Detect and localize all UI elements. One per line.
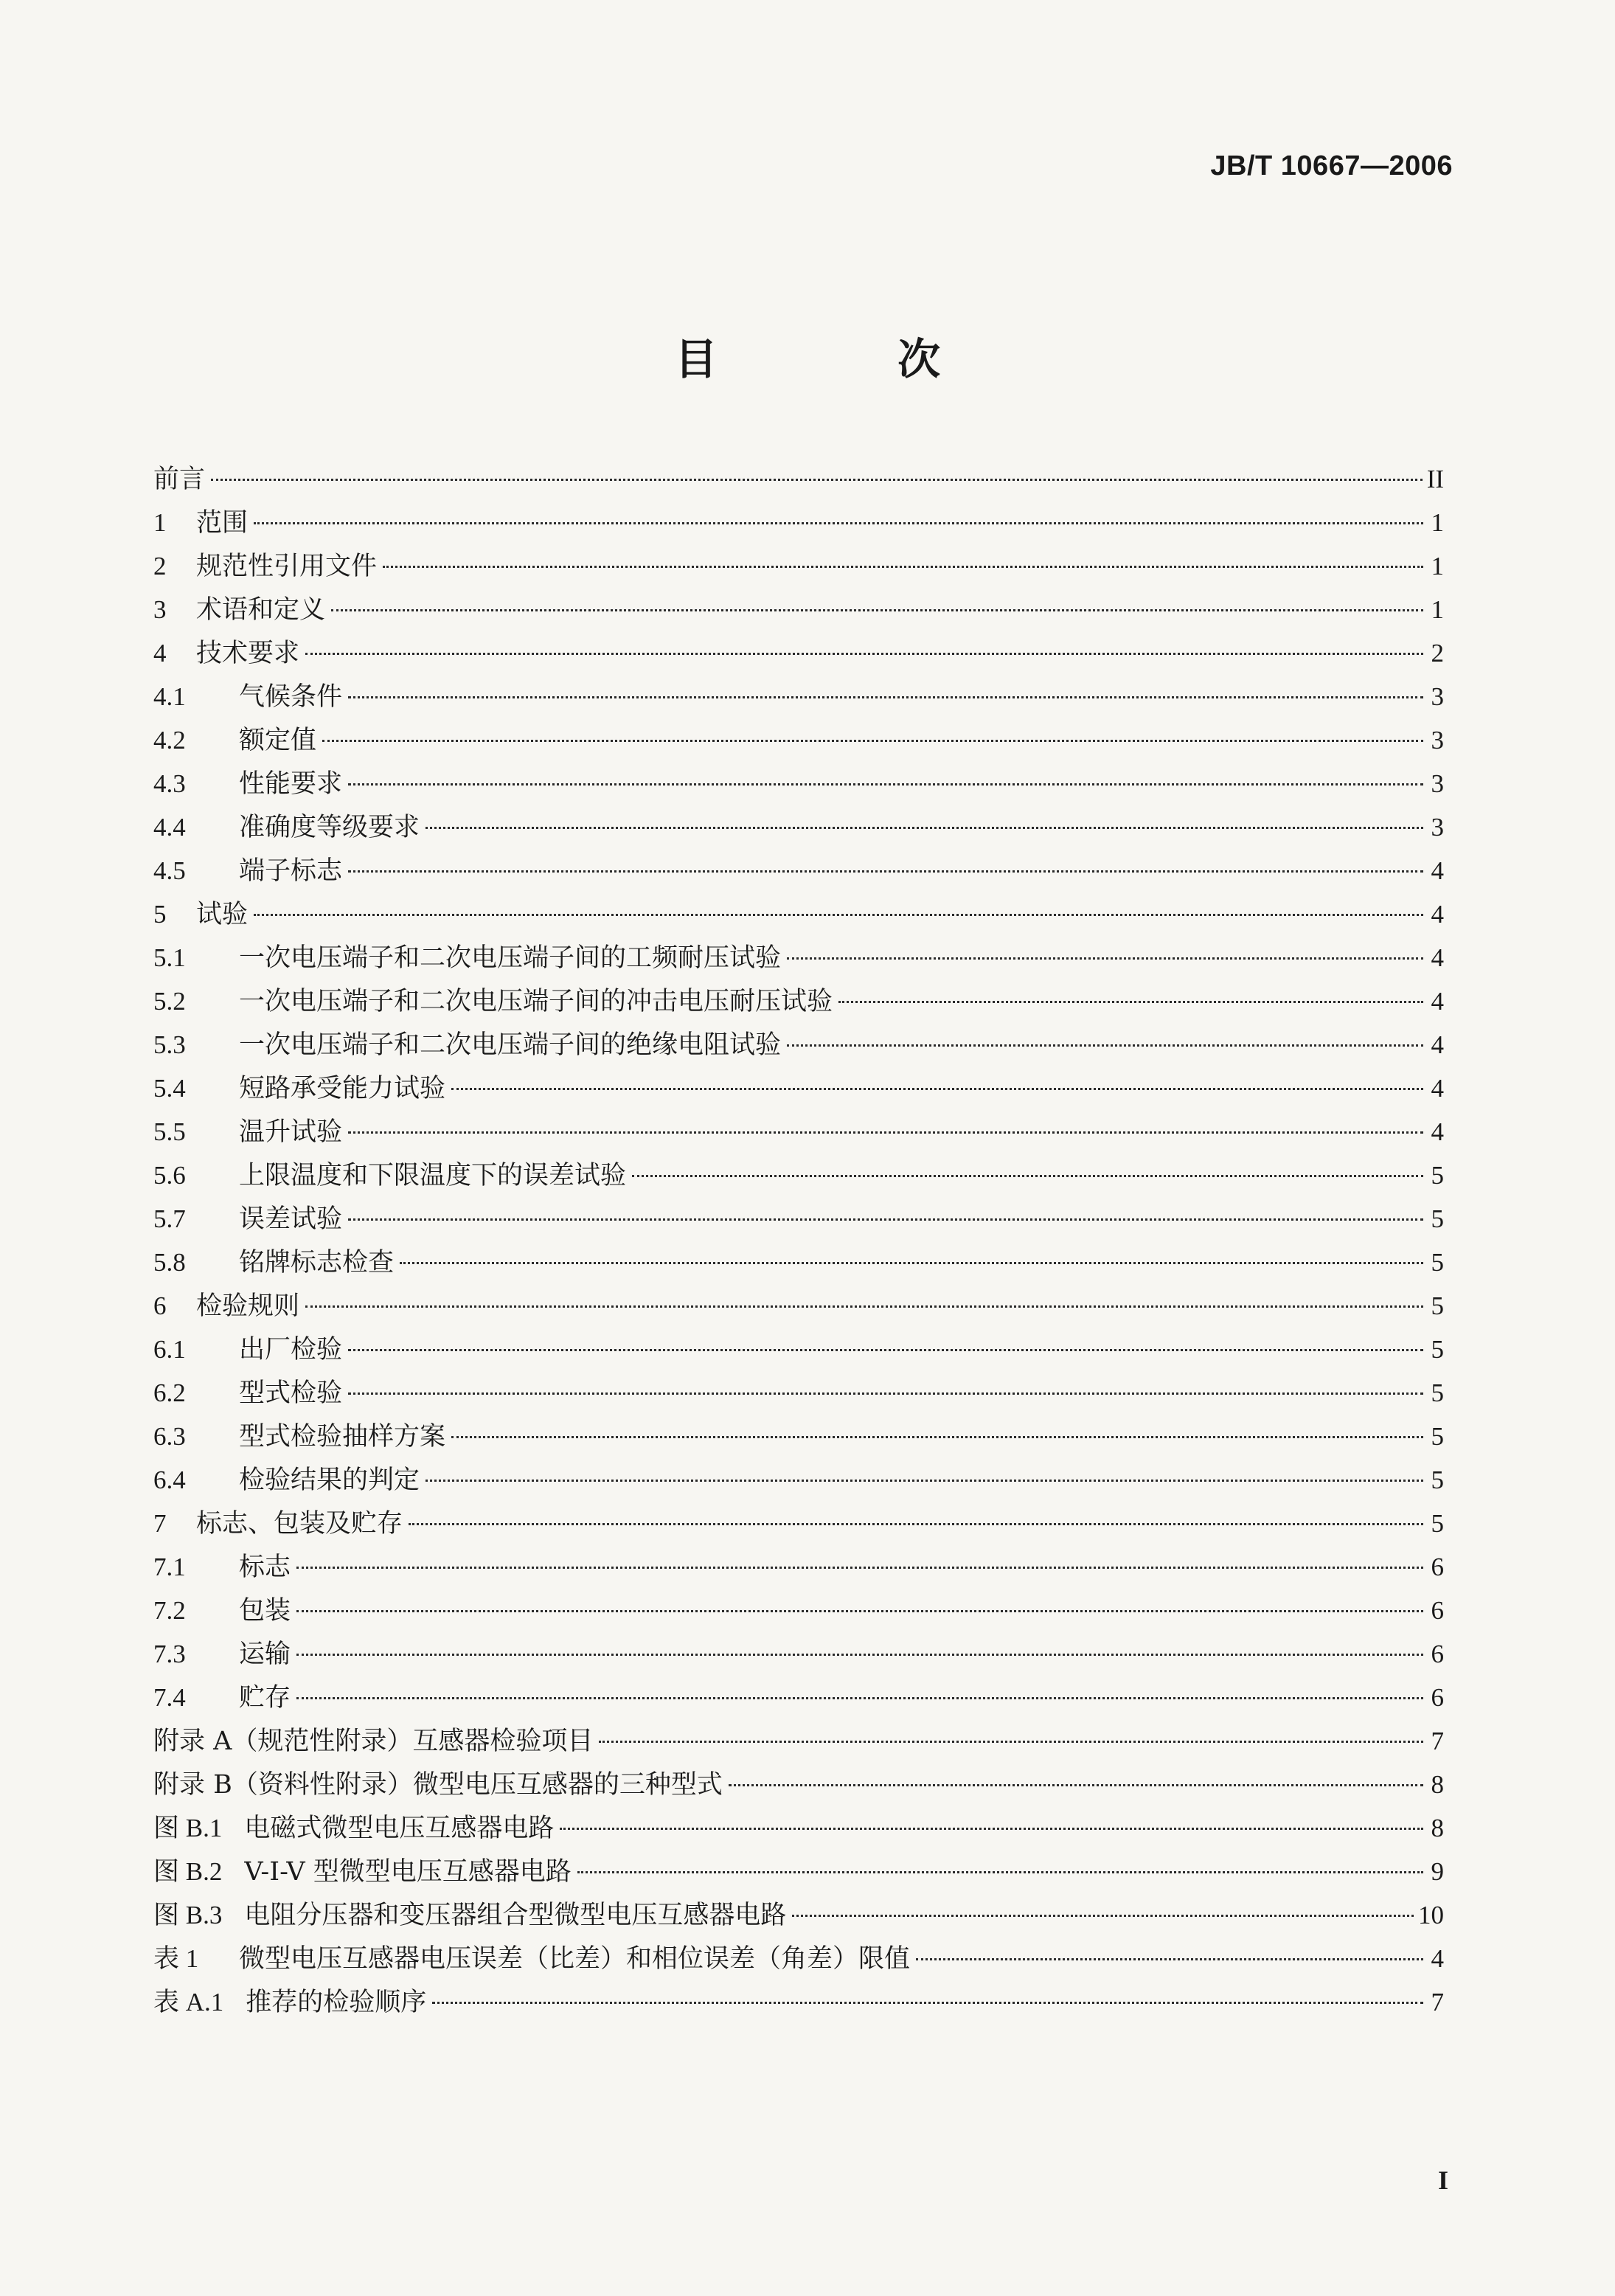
toc-entry-page: 5 [1431, 1509, 1444, 1538]
toc-entry-page: 5 [1431, 1378, 1444, 1407]
toc-entry[interactable] [153, 631, 1444, 675]
toc-entry-label: 标志、包装及贮存 [196, 1509, 403, 1539]
toc-entry-number: 6 [153, 1291, 167, 1320]
toc-entry-label: 附录 B（资料性附录）微型电压互感器的三种型式 [153, 1770, 723, 1800]
toc-entry[interactable] [153, 1023, 1444, 1067]
toc-entry-number: 5.4 [153, 1074, 186, 1103]
toc-entry-number: 6.3 [153, 1422, 186, 1451]
toc-entry-number: 7 [153, 1509, 167, 1538]
dot-leader [432, 2002, 1423, 2004]
toc-entry-number: 5.8 [153, 1248, 186, 1277]
toc-entry-label: 范围 [196, 508, 249, 538]
toc-entry-label: 一次电压端子和二次电压端子间的绝缘电阻试验 [239, 1030, 782, 1060]
toc-entry-page: 2 [1431, 639, 1444, 667]
toc-entry-number: 表 A.1 [153, 1988, 224, 2016]
toc-entry-label: 出厂检验 [239, 1335, 343, 1364]
toc-entry[interactable] [153, 1850, 1444, 1893]
toc-entry[interactable] [153, 762, 1444, 805]
toc-entry[interactable] [153, 1458, 1444, 1502]
toc-entry-label: V-I-V 型微型电压互感器电路 [244, 1857, 572, 1887]
toc-entry-page: II [1426, 465, 1444, 493]
dot-leader [348, 870, 1423, 873]
toc-entry-number: 4.2 [153, 726, 186, 755]
toc-entry[interactable] [153, 1241, 1444, 1284]
dot-leader [296, 1697, 1423, 1699]
dot-leader [348, 1349, 1423, 1351]
dot-leader [792, 1915, 1414, 1917]
toc-entry-page: 4 [1431, 987, 1444, 1016]
toc-entry-number: 7.3 [153, 1640, 186, 1668]
toc-entry-page: 4 [1431, 900, 1444, 929]
toc-entry-label: 误差试验 [239, 1204, 343, 1234]
dot-leader [787, 1044, 1423, 1047]
toc-entry-number: 7.1 [153, 1553, 186, 1581]
dot-leader [787, 957, 1423, 960]
toc-entry-page: 7 [1431, 1727, 1444, 1755]
toc-entry-number: 6.4 [153, 1466, 186, 1494]
toc-entry-label: 试验 [196, 900, 249, 929]
toc-entry-label: 温升试验 [239, 1117, 343, 1147]
toc-entry-number: 表 1 [153, 1944, 199, 1973]
toc-entry-page: 5 [1431, 1335, 1444, 1364]
toc-entry-label: 气候条件 [239, 682, 343, 712]
toc-entry-label: 电阻分压器和变压器组合型微型电压互感器电路 [244, 1901, 787, 1930]
toc-entry-page: 10 [1418, 1901, 1444, 1929]
toc-entry[interactable] [153, 1067, 1444, 1110]
toc-entry[interactable] [153, 1545, 1444, 1589]
toc-entry-page: 3 [1431, 769, 1444, 798]
toc-entry[interactable] [153, 1806, 1444, 1850]
toc-entry[interactable] [153, 1893, 1444, 1937]
toc-entry-page: 1 [1431, 595, 1444, 624]
toc-entry-label: 额定值 [239, 726, 317, 755]
toc-entry-label: 贮存 [239, 1683, 291, 1713]
toc-entry-number: 3 [153, 595, 167, 624]
dot-leader [383, 566, 1423, 568]
toc-entry-page: 3 [1431, 726, 1444, 755]
toc-entry[interactable] [153, 457, 1444, 501]
toc-entry-page: 6 [1431, 1640, 1444, 1668]
toc-entry-label: 术语和定义 [196, 595, 326, 625]
toc-entry[interactable] [153, 1328, 1444, 1371]
toc-entry-label: 铭牌标志检查 [239, 1248, 395, 1277]
toc-entry-label: 端子标志 [239, 856, 343, 886]
toc-entry[interactable] [153, 1980, 1444, 2024]
toc-entry[interactable] [153, 1937, 1444, 1980]
toc-entry-number: 5.3 [153, 1030, 186, 1059]
dot-leader [296, 1610, 1423, 1612]
toc-entry-label: 准确度等级要求 [239, 813, 420, 842]
page-number: I [1437, 2165, 1448, 2195]
toc-entry-page: 4 [1431, 1030, 1444, 1059]
dot-leader [305, 1305, 1423, 1308]
toc-entry-page: 4 [1431, 943, 1444, 972]
toc-entry-number: 5.1 [153, 943, 186, 972]
toc-entry[interactable] [153, 1197, 1444, 1241]
toc-entry-label: 型式检验抽样方案 [239, 1422, 446, 1452]
toc-entry-page: 7 [1431, 1988, 1444, 2016]
toc-entry-number: 图 B.2 [153, 1857, 223, 1886]
toc-entry[interactable] [153, 1154, 1444, 1197]
dot-leader [348, 1218, 1423, 1221]
dot-leader [211, 479, 1423, 481]
dot-leader [348, 783, 1423, 785]
toc-entry-number: 4.3 [153, 769, 186, 798]
toc-entry[interactable] [153, 1371, 1444, 1415]
toc-entry-label: 附录 A（规范性附录）互感器检验项目 [153, 1727, 594, 1756]
toc-entry-page: 9 [1431, 1857, 1444, 1886]
dot-leader [348, 1392, 1423, 1395]
toc-entry-label: 上限温度和下限温度下的误差试验 [239, 1161, 627, 1190]
toc-entry-label: 短路承受能力试验 [239, 1074, 446, 1103]
toc-entry-page: 6 [1431, 1596, 1444, 1625]
dot-leader [296, 1654, 1423, 1656]
toc-entry-label: 规范性引用文件 [196, 552, 378, 581]
toc-entry-number: 4.5 [153, 856, 186, 885]
toc-entry[interactable] [153, 1415, 1444, 1458]
dot-leader [577, 1871, 1423, 1873]
dot-leader [305, 653, 1423, 655]
dot-leader [400, 1262, 1423, 1264]
toc-entry[interactable] [153, 979, 1444, 1023]
toc-entry-page: 8 [1431, 1770, 1444, 1799]
toc-entry-label: 性能要求 [239, 769, 343, 799]
toc-entry-page: 5 [1431, 1161, 1444, 1190]
toc-entry-number: 4.4 [153, 813, 186, 842]
toc-entry[interactable] [153, 1110, 1444, 1154]
dot-leader [560, 1828, 1423, 1830]
toc-entry-page: 5 [1431, 1204, 1444, 1233]
toc-entry[interactable] [153, 1632, 1444, 1676]
toc-entry-page: 3 [1431, 682, 1444, 711]
dot-leader [296, 1567, 1423, 1569]
toc-entry-number: 6.1 [153, 1335, 186, 1364]
page-title: 目 次 [674, 334, 1024, 384]
toc-entry[interactable] [153, 718, 1444, 762]
toc-entry-label: 电磁式微型电压互感器电路 [244, 1814, 555, 1843]
toc-entry-label: 检验规则 [196, 1291, 300, 1321]
toc-entry-page: 3 [1431, 813, 1444, 842]
toc-entry-label: 检验结果的判定 [239, 1466, 420, 1495]
dot-leader [451, 1436, 1423, 1438]
toc-entry-page: 4 [1431, 1117, 1444, 1146]
dot-leader [348, 696, 1423, 698]
toc-entry[interactable] [153, 1719, 1444, 1763]
toc-entry[interactable] [153, 1502, 1444, 1545]
standard-code: JB/T 10667—2006 [1210, 150, 1453, 181]
toc-entry[interactable] [153, 936, 1444, 979]
toc-entry-page: 4 [1431, 856, 1444, 885]
dot-leader [254, 914, 1423, 916]
toc-entry-number: 7.2 [153, 1596, 186, 1625]
toc-entry-number: 7.4 [153, 1683, 186, 1712]
toc-entry-page: 5 [1431, 1422, 1444, 1451]
dot-leader [426, 827, 1423, 829]
toc-entry-page: 6 [1431, 1553, 1444, 1581]
toc-entry-label: 运输 [239, 1640, 291, 1669]
toc-entry[interactable] [153, 588, 1444, 631]
toc-entry[interactable] [153, 1676, 1444, 1719]
toc-entry-page: 5 [1431, 1291, 1444, 1320]
dot-leader [599, 1741, 1423, 1743]
dot-leader [409, 1523, 1423, 1525]
toc-entry-number: 5.2 [153, 987, 186, 1016]
toc-entry-label: 前言 [153, 465, 206, 494]
toc-entry-label: 技术要求 [196, 639, 300, 668]
dot-leader [729, 1784, 1423, 1786]
toc-entry-number: 6.2 [153, 1378, 186, 1407]
dot-leader [254, 522, 1423, 524]
toc-entry[interactable] [153, 892, 1444, 936]
toc-entry[interactable] [153, 675, 1444, 718]
toc-entry-page: 6 [1431, 1683, 1444, 1712]
dot-leader [838, 1001, 1423, 1003]
toc-entry-number: 4 [153, 639, 167, 667]
toc-entry-number: 图 B.1 [153, 1814, 223, 1842]
toc-entry-number: 5.5 [153, 1117, 186, 1146]
dot-leader [451, 1088, 1423, 1090]
toc-entry[interactable] [153, 501, 1444, 544]
toc-entry-label: 一次电压端子和二次电压端子间的冲击电压耐压试验 [239, 987, 833, 1016]
toc-entry-label: 标志 [239, 1553, 291, 1582]
toc-entry-label: 包装 [239, 1596, 291, 1626]
toc-entry-number: 图 B.3 [153, 1901, 223, 1929]
toc-entry-page: 1 [1431, 508, 1444, 537]
toc-entry-number: 5.7 [153, 1204, 186, 1233]
toc-entry[interactable] [153, 1589, 1444, 1632]
toc-entry-page: 5 [1431, 1466, 1444, 1494]
toc-entry-label: 一次电压端子和二次电压端子间的工频耐压试验 [239, 943, 782, 973]
toc-entry[interactable] [153, 849, 1444, 892]
toc-entry[interactable] [153, 1763, 1444, 1806]
dot-leader [331, 609, 1423, 611]
toc-entry[interactable] [153, 1284, 1444, 1328]
toc-entry-number: 2 [153, 552, 167, 580]
dot-leader [322, 740, 1423, 742]
toc-entry-number: 4.1 [153, 682, 186, 711]
dot-leader [348, 1131, 1423, 1134]
toc-entry-label: 推荐的检验顺序 [246, 1988, 427, 2017]
toc-entry-number: 5.6 [153, 1161, 186, 1190]
toc-entry-number: 5 [153, 900, 167, 929]
toc-entry-number: 1 [153, 508, 167, 537]
toc-entry-page: 8 [1431, 1814, 1444, 1842]
dot-leader [632, 1175, 1423, 1177]
dot-leader [916, 1958, 1423, 1960]
toc-entry[interactable] [153, 544, 1444, 588]
table-of-contents [153, 457, 1444, 2024]
toc-entry-page: 4 [1431, 1944, 1444, 1973]
toc-entry-page: 1 [1431, 552, 1444, 580]
toc-entry-page: 5 [1431, 1248, 1444, 1277]
toc-entry[interactable] [153, 805, 1444, 849]
dot-leader [426, 1480, 1423, 1482]
toc-entry-label: 型式检验 [239, 1378, 343, 1408]
toc-entry-label: 微型电压互感器电压误差（比差）和相位误差（角差）限值 [239, 1944, 911, 1974]
toc-entry-page: 4 [1431, 1074, 1444, 1103]
